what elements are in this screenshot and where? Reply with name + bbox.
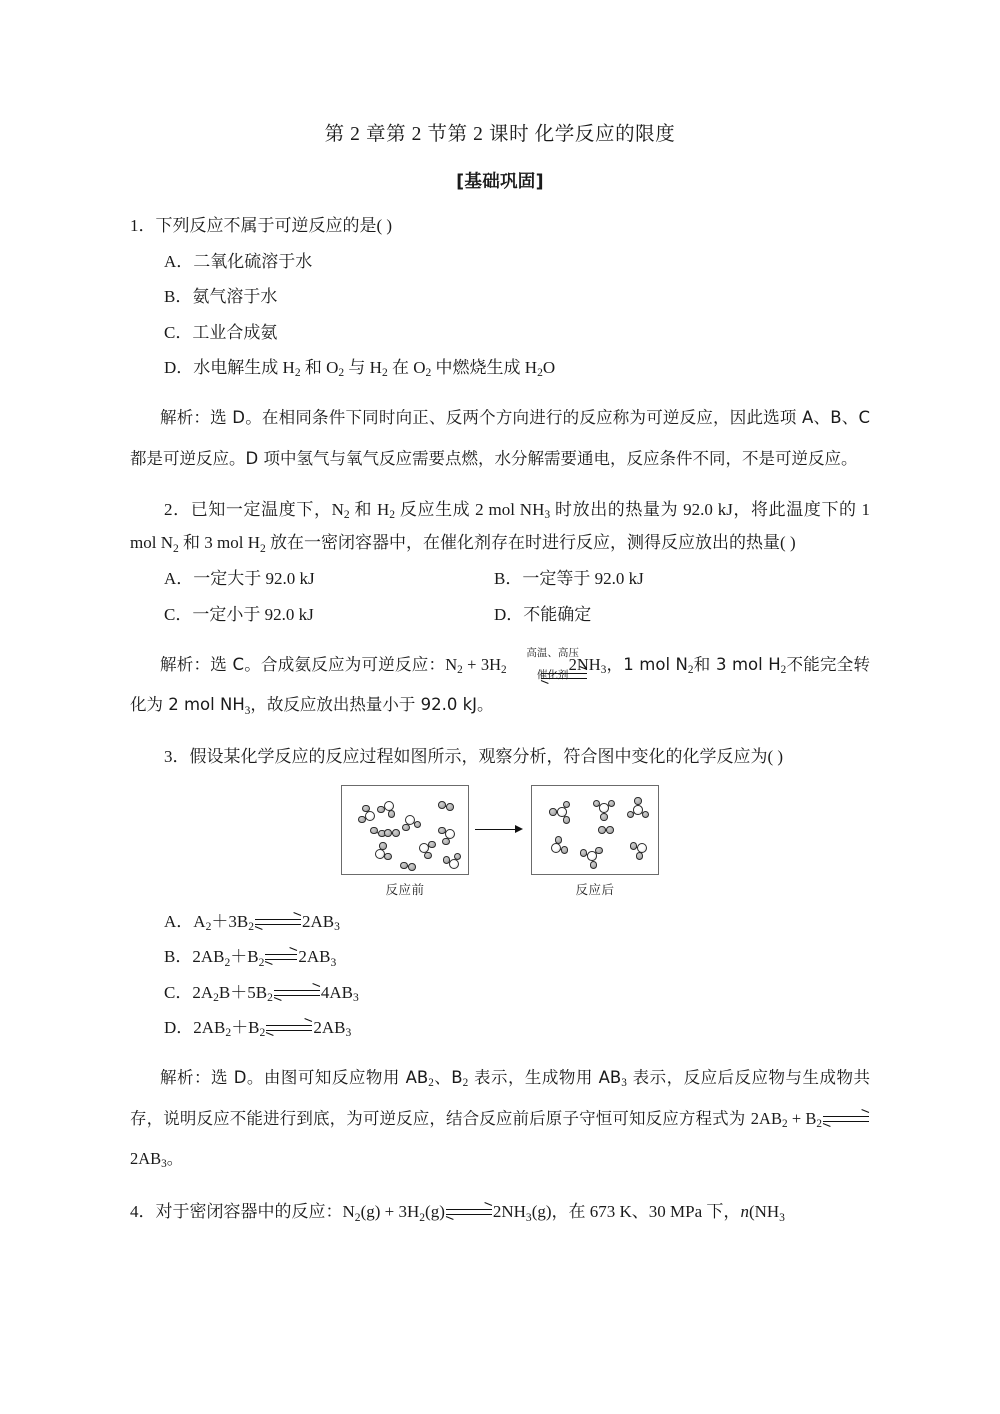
equilibrium-arrow-icon [446, 1207, 492, 1218]
atom-a-icon [365, 811, 376, 822]
equilibrium-arrow-icon [255, 917, 301, 928]
formula-h2o: $H_2O$ [524, 358, 556, 380]
atom-b-icon [600, 813, 607, 820]
atom-b-icon [563, 816, 570, 823]
formula-h2-b: $H_2$ [369, 358, 388, 380]
question-3-option-d: D．$2AB_2+B_2$ $2AB_3$ [164, 1017, 352, 1040]
question-1-analysis: 解析：选 D。在相同条件下同时向正、反两个方向进行的反应称为可逆反应，因此选项 A、B、C 都是可逆反应。D 项中氢气与氧气反应需要点燃，水分解需要通电，反应条件不同，不是可逆反应。 [130, 408, 870, 468]
atom-b-icon [392, 829, 400, 837]
formula-o2-b: $O_2$ [413, 358, 432, 380]
atom-b-icon [362, 805, 369, 812]
after-reaction-box [531, 785, 659, 875]
question-3-option-b: B．$2AB_2+B_2$ $2AB_3$ [164, 947, 337, 969]
atom-b-icon [593, 800, 600, 807]
equation-a: $A_2+3B_2$ $2AB_3$ [193, 912, 340, 934]
atom-b-icon [384, 853, 391, 860]
opt-d-prefix: D．水电解生成 [164, 358, 283, 378]
formula-h2: $H_2$ [376, 500, 396, 522]
question-4-stem: 4．对于密闭容器中的反应：$N_2(g) + 3H_2(g)$ $2NH_3(g)$，在 673 K、30 MPa 下，$n(NH_3$ [130, 1202, 785, 1224]
equation-d: $2AB_2+B_2$ $2AB_3$ [193, 1017, 352, 1040]
atom-a-icon [449, 859, 460, 870]
reaction-direction-arrow-icon [469, 785, 531, 873]
atom-b-icon [636, 852, 643, 859]
atom-b-icon [408, 863, 416, 871]
atom-b-icon [642, 811, 649, 818]
page-title: 第 2 章第 2 节第 2 课时 化学反应的限度 [324, 124, 676, 145]
equation-q4: $N_2(g) + 3H_2(g)$ $2NH_3(g)$， [342, 1202, 569, 1224]
atom-b-icon [549, 808, 556, 815]
atom-b-icon [377, 806, 384, 813]
document-body [130, 118, 870, 1233]
formula-o2-a: $O_2$ [326, 358, 345, 380]
atom-a-icon [551, 843, 562, 854]
question-2-analysis: 解析：选 C。合成氨反应为可逆反应：$N_2 + 3H_2$ 高温、高压 催化剂 $2NH_3$，1 mol $N_2$和 3 mol $H_2$不能完全转化为 2 mol $NH_3$，故反应放出热量小于 92.0 kJ。 [130, 645, 870, 726]
atom-b-icon [400, 862, 408, 870]
question-2-stem: 2．已知一定温度下，$N_2$ 和 $H_2$ 反应生成 2 mol $NH_3$ 时放出的热量为 92.0 kJ，将此温度下的 1 mol $N_2$ 和 3 mol $H_2$ 放在一密闭容器中，在催化剂存在时进行反应，测得反应放出的热量( ) [130, 500, 871, 555]
atom-b-icon [414, 821, 421, 828]
atom-b-icon [563, 801, 570, 808]
atom-b-icon [379, 842, 386, 849]
question-3-option-a: A．$A_2+3B_2$ $2AB_3$ [164, 912, 340, 934]
equation-b: $2AB_2+B_2$ $2AB_3$ [192, 947, 337, 969]
formula-h2-a: $H_2$ [282, 358, 301, 380]
atom-b-icon [446, 803, 454, 811]
atom-b-icon [590, 861, 597, 868]
atom-b-icon [595, 847, 602, 854]
atom-b-icon [627, 811, 634, 818]
atom-b-icon [606, 826, 614, 834]
before-reaction-box [341, 785, 469, 875]
atom-b-icon [454, 853, 461, 860]
condition-top-label: 高温、高压 [526, 646, 579, 659]
atom-b-icon [443, 856, 450, 863]
question-3-analysis: 解析：选 D。由图可知反应物用 $AB_2$、$B_2$ 表示，生成物用 $AB_3$ 表示，反应后反应物与生成物共存，说明反应不能进行到底，为可逆反应，结合反应前后原子守恒可知反应方程式为 $2AB_2 + B_2$ $2AB_3$。 [130, 1068, 870, 1171]
equation-c: $2A_2B+5B_2$ $4AB_3$ [192, 982, 359, 1004]
atom-b-icon [598, 826, 606, 834]
question-1-option-b: B．氨气溶于水 [164, 287, 278, 307]
question-1-option-c: C．工业合成氨 [164, 322, 278, 342]
atom-b-icon [634, 797, 641, 804]
atom-b-icon [384, 829, 392, 837]
atom-b-icon [442, 838, 449, 845]
before-reaction-group [341, 785, 469, 898]
atom-b-icon [580, 849, 587, 856]
atom-b-icon [438, 801, 446, 809]
question-3-stem: 3．假设某化学反应的反应过程如图所示，观察分析，符合图中变化的化学反应为( ) [164, 746, 784, 766]
question-2-options-row-2 [130, 599, 870, 631]
atom-b-icon [428, 841, 435, 848]
question-1-stem: 1．下列反应不属于可逆反应的是( ) [130, 216, 393, 235]
equilibrium-arrow-icon [274, 988, 320, 999]
atom-b-icon [561, 846, 568, 853]
question-2-option-c: C．一定小于 92.0 kJ [164, 604, 314, 624]
condition-bottom-label: 催化剂 [536, 668, 569, 681]
atom-b-icon [358, 816, 365, 823]
before-reaction-caption: 反应前 [385, 882, 425, 898]
question-1-option-a: A．二氧化硫溶于水 [164, 252, 313, 272]
section-heading: [基础巩固] [456, 172, 544, 192]
equation-final: $2AB_2 + B_2$ $2AB_3$ [130, 1109, 870, 1168]
equilibrium-arrow-icon [823, 1114, 869, 1125]
reaction-diagram [130, 785, 870, 898]
atom-b-icon [608, 800, 615, 807]
after-reaction-caption: 反应后 [575, 882, 615, 898]
atom-b-icon [555, 836, 562, 843]
question-2-options-row-1 [130, 563, 870, 595]
reaction-condition-arrow [507, 646, 579, 681]
atom-b-icon [388, 810, 395, 817]
question-2-option-a: A．一定大于 92.0 kJ [164, 569, 315, 589]
atom-b-icon [402, 824, 409, 831]
atom-b-icon [424, 852, 431, 859]
equilibrium-arrow-icon [266, 1023, 312, 1034]
question-1-option-d: D．水电解生成 $H_2$ 和 $O_2$ 与 $H_2$ 在 $O_2$ 中燃烧生成 $H_2O$ [164, 358, 556, 380]
equation-ammonia-synthesis: $N_2 + 3H_2$ 高温、高压 催化剂 $2NH_3$ [445, 655, 606, 674]
equilibrium-arrow-icon [265, 952, 297, 963]
question-2-option-b: B．一定等于 92.0 kJ [494, 569, 644, 589]
question-2-option-d: D．不能确定 [494, 604, 592, 624]
after-reaction-group [531, 785, 659, 898]
question-3-option-c: C．$2A_2B+5B_2$ $4AB_3$ [164, 982, 359, 1004]
formula-n2: $N_2$ [331, 500, 350, 522]
symbol-n: n [740, 1202, 749, 1222]
